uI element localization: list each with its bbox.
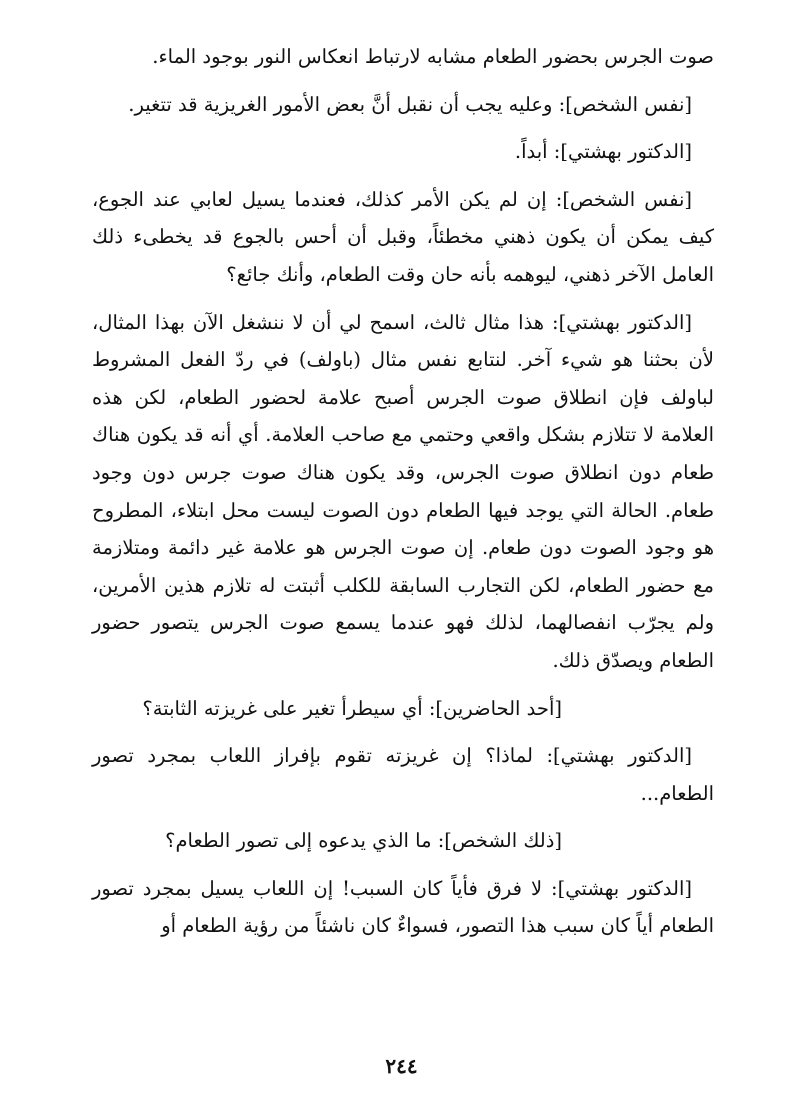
paragraph-1: صوت الجرس بحضور الطعام مشابه لارتباط انعكاس النور بوجود الماء.	[152, 45, 714, 68]
body-text	[92, 38, 714, 955]
paragraph-9: [الدكتور بهشتي]: لا فرق فأياً كان السبب! إن اللعاب يسيل بمجرد تصور الطعام أياً كان سبب هذا التصور، فسواءٌ كان ناشئاً من رؤية الطعام أو	[92, 876, 714, 938]
page-number: ٢٤٤	[385, 1054, 418, 1078]
paragraph-7: [الدكتور بهشتي]: لماذا؟ إن غريزته تقوم بإفراز اللعاب بمجرد تصور الطعام...	[92, 744, 714, 805]
paragraph-4: [نفس الشخص]: إن لم يكن الأمر كذلك، فعندما يسيل لعابي عند الجوع، كيف يمكن أن يكون ذهني مخطئاً، وقبل أن أحس بالجوع قد يخطىء ذلك العامل الآخر ذهني، ليوهمه بأنه حان وقت الطعام، وأنك جائع؟	[92, 187, 714, 286]
paragraph-8: [ذلك الشخص]: ما الذي يدعوه إلى تصور الطعام؟	[165, 829, 562, 853]
paragraph-5: [الدكتور بهشتي]: هذا مثال ثالث، اسمح لي أن لا ننشغل الآن بهذا المثال، لأن بحثنا هو شيء آخر. لنتابع نفس مثال (باولف) في ردّ الفعل المشروط لباولف فإن انطلاق صوت الجرس أصبح علامة لحضور الطعام، لكن هذه العلامة لا تتلازم بشكل واقعي وحتمي مع صاحب العلامة. أي أنه قد يكون هناك طعام دون انطلاق صوت الجرس، وقد يكون هناك صوت جرس دون وجود طعام. الحالة التي يوجد فيها الطعام دون الصوت ليست محل ابتلاء، المطروح هو وجود الصوت دون طعام. إن صوت الجرس هو علامة غير دائمة ومتلازمة مع حضور الطعام، لكن التجارب السابقة للكلب أثبتت له تلازم هذين الأمرين، ولم يجرّب انفصالهما، لذلك فهو عندما يسمع صوت الجرس يتصور حضور الطعام ويصدّق ذلك.	[92, 310, 714, 672]
paragraph-2: [نفس الشخص]: وعليه يجب أن نقبل أنَّ بعض الأمور الغريزية قد تتغير.	[128, 92, 692, 116]
paragraph-6: [أحد الحاضرين]: أي سيطرأ تغير على غريزته الثابتة؟	[142, 696, 562, 720]
paragraph-3: [الدكتور بهشتي]: أبداً.	[514, 140, 692, 164]
